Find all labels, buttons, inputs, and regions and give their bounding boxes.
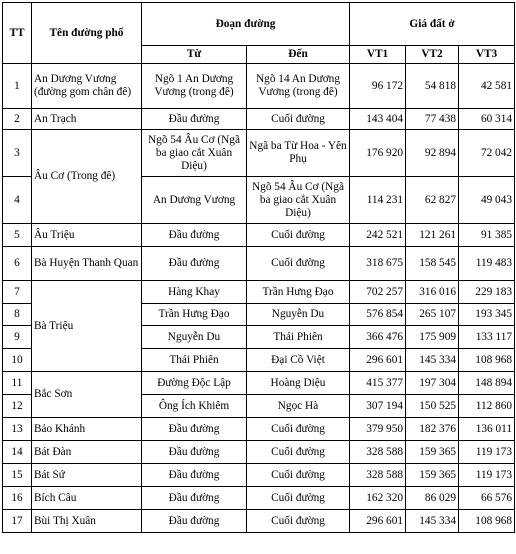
row-tt: 9	[3, 326, 32, 349]
row-vt2: 145 334	[406, 510, 459, 533]
row-street: Âu Cơ (Trong đê)	[32, 130, 142, 224]
row-to: Cuối đường	[247, 487, 350, 510]
row-vt1: 114 231	[350, 177, 406, 224]
row-vt3: 119 173	[459, 464, 515, 487]
header-vt3: VT3	[459, 46, 515, 64]
row-vt2: 145 334	[406, 349, 459, 372]
row-from: Đầu đường	[142, 109, 247, 130]
row-from: Thái Phiên	[142, 349, 247, 372]
row-vt3: 133 117	[459, 326, 515, 349]
row-vt1: 318 675	[350, 247, 406, 281]
row-vt1: 96 172	[350, 64, 406, 109]
row-from: Ngõ 1 An Dương Vương (trong đê)	[142, 64, 247, 109]
header-from: Từ	[142, 46, 247, 64]
row-tt: 2	[3, 109, 32, 130]
row-to: Cuối đường	[247, 510, 350, 533]
row-vt2: 121 261	[406, 224, 459, 247]
row-from: Đầu đường	[142, 441, 247, 464]
row-vt3: 66 576	[459, 487, 515, 510]
land-price-table	[2, 2, 515, 533]
row-vt2: 265 107	[406, 304, 459, 326]
row-to: Thái Phiên	[247, 326, 350, 349]
row-tt: 14	[3, 441, 32, 464]
row-vt2: 159 365	[406, 464, 459, 487]
row-from: Ngõ 54 Âu Cơ (Ngã ba giao cắt Xuân Diệu)	[142, 130, 247, 177]
row-street: An Dương Vương (đường gom chân đê)	[32, 64, 142, 109]
row-vt1: 576 854	[350, 304, 406, 326]
row-vt3: 193 345	[459, 304, 515, 326]
row-vt3: 72 042	[459, 130, 515, 177]
header-vt1: VT1	[350, 46, 406, 64]
row-street: Bắc Sơn	[32, 372, 142, 418]
row-vt3: 119 483	[459, 247, 515, 281]
row-to: Trần Hưng Đạo	[247, 281, 350, 304]
table-row	[3, 247, 515, 281]
row-vt2: 62 827	[406, 177, 459, 224]
row-from: An Dương Vương	[142, 177, 247, 224]
row-vt1: 143 404	[350, 109, 406, 130]
table-row	[3, 510, 515, 533]
row-vt1: 702 257	[350, 281, 406, 304]
row-vt2: 150 525	[406, 395, 459, 418]
row-to: Cuối đường	[247, 418, 350, 441]
row-to: Cuối đường	[247, 464, 350, 487]
row-street: Âu Triệu	[32, 224, 142, 247]
row-from: Đầu đường	[142, 418, 247, 441]
row-to: Cuối đường	[247, 247, 350, 281]
row-from: Đầu đường	[142, 464, 247, 487]
header-vt2: VT2	[406, 46, 459, 64]
row-vt3: 136 011	[459, 418, 515, 441]
row-to: Ngõ 54 Âu Cơ (Ngã ba giao cắt Xuân Diệu)	[247, 177, 350, 224]
row-from: Hàng Khay	[142, 281, 247, 304]
row-vt2: 197 304	[406, 372, 459, 395]
row-tt: 17	[3, 510, 32, 533]
row-vt1: 379 950	[350, 418, 406, 441]
row-vt3: 60 314	[459, 109, 515, 130]
row-to: Hoàng Diệu	[247, 372, 350, 395]
row-vt1: 242 521	[350, 224, 406, 247]
table-row	[3, 281, 515, 304]
row-from: Đầu đường	[142, 487, 247, 510]
row-vt1: 328 588	[350, 464, 406, 487]
row-tt: 7	[3, 281, 32, 304]
header-to: Đến	[247, 46, 350, 64]
row-vt2: 54 818	[406, 64, 459, 109]
row-street: Bát Đàn	[32, 441, 142, 464]
row-to: Ngõ 14 An Dương Vương (trong đê)	[247, 64, 350, 109]
row-tt: 5	[3, 224, 32, 247]
row-vt2: 182 376	[406, 418, 459, 441]
row-street: Bảo Khánh	[32, 418, 142, 441]
row-to: Đại Cồ Việt	[247, 349, 350, 372]
row-tt: 4	[3, 177, 32, 224]
header-tt: TT	[3, 3, 32, 64]
row-tt: 11	[3, 372, 32, 395]
row-tt: 6	[3, 247, 32, 281]
header-land-price: Giá đất ở	[350, 3, 515, 46]
table-row	[3, 487, 515, 510]
row-vt2: 316 016	[406, 281, 459, 304]
row-from: Ông Ích Khiêm	[142, 395, 247, 418]
row-vt3: 108 968	[459, 510, 515, 533]
row-vt2: 77 438	[406, 109, 459, 130]
row-from: Đầu đường	[142, 247, 247, 281]
row-vt1: 415 377	[350, 372, 406, 395]
table-row	[3, 441, 515, 464]
header-street-name: Tên đường phố	[32, 3, 142, 64]
row-vt3: 119 173	[459, 441, 515, 464]
row-to: Nguyễn Du	[247, 304, 350, 326]
table-row	[3, 418, 515, 441]
row-street: Bà Huyện Thanh Quan	[32, 247, 142, 281]
row-vt2: 175 909	[406, 326, 459, 349]
row-tt: 13	[3, 418, 32, 441]
row-from: Đầu đường	[142, 224, 247, 247]
row-vt3: 49 043	[459, 177, 515, 224]
row-from: Đường Độc Lập	[142, 372, 247, 395]
row-tt: 10	[3, 349, 32, 372]
row-to: Cuối đường	[247, 224, 350, 247]
row-vt3: 148 894	[459, 372, 515, 395]
row-vt1: 176 920	[350, 130, 406, 177]
row-tt: 12	[3, 395, 32, 418]
header-segment: Đoạn đường	[142, 3, 350, 46]
row-vt1: 296 601	[350, 510, 406, 533]
row-vt1: 366 476	[350, 326, 406, 349]
row-street: An Trạch	[32, 109, 142, 130]
row-vt3: 108 968	[459, 349, 515, 372]
table-row	[3, 64, 515, 109]
table-row	[3, 130, 515, 177]
row-vt2: 86 029	[406, 487, 459, 510]
row-to: Ngã ba Từ Hoa - Yên Phụ	[247, 130, 350, 177]
table-row	[3, 372, 515, 395]
row-vt2: 92 894	[406, 130, 459, 177]
row-from: Trần Hưng Đạo	[142, 304, 247, 326]
row-tt: 16	[3, 487, 32, 510]
row-vt2: 159 365	[406, 441, 459, 464]
row-vt1: 296 601	[350, 349, 406, 372]
row-tt: 15	[3, 464, 32, 487]
row-street: Bùi Thị Xuân	[32, 510, 142, 533]
row-vt3: 112 860	[459, 395, 515, 418]
row-vt1: 328 588	[350, 441, 406, 464]
row-from: Nguyễn Du	[142, 326, 247, 349]
row-vt3: 229 183	[459, 281, 515, 304]
row-tt: 3	[3, 130, 32, 177]
table-row	[3, 224, 515, 247]
row-street: Bà Triệu	[32, 281, 142, 372]
row-to: Cuối đường	[247, 109, 350, 130]
row-tt: 1	[3, 64, 32, 109]
table-row	[3, 464, 515, 487]
table-row	[3, 109, 515, 130]
row-from: Đầu đường	[142, 510, 247, 533]
row-vt2: 158 545	[406, 247, 459, 281]
row-street: Bích Câu	[32, 487, 142, 510]
row-vt1: 162 320	[350, 487, 406, 510]
row-vt1: 307 194	[350, 395, 406, 418]
row-vt3: 42 581	[459, 64, 515, 109]
row-tt: 8	[3, 304, 32, 326]
row-to: Cuối đường	[247, 441, 350, 464]
row-to: Ngọc Hà	[247, 395, 350, 418]
row-street: Bát Sứ	[32, 464, 142, 487]
row-vt3: 91 385	[459, 224, 515, 247]
